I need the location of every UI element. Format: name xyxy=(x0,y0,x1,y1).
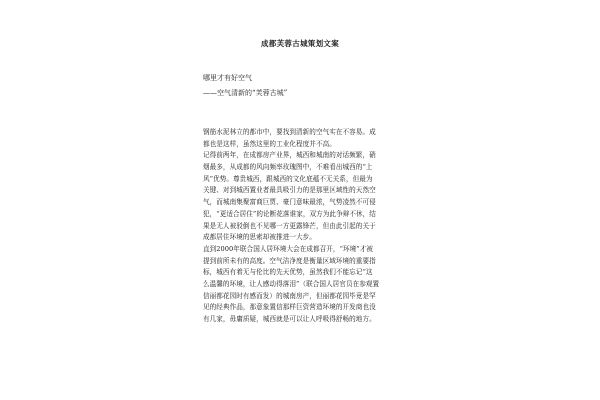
body-line: 成都居住环境的思索却被推进一大步。 xyxy=(203,233,316,242)
body-line: 直到2000年联合国人居环境大会在成都召开，“环境”才被 xyxy=(203,244,373,253)
body-line: 犯，“更适合居住”的论断花落谁家，双方为此争辩不休，结 xyxy=(203,209,376,218)
body-line: 果是无人被驳倒也不见哪一方更露锋芒，但由此引起的关于 xyxy=(203,221,376,230)
document-title: 成都芙蓉古城策划文案 xyxy=(261,39,339,48)
body-line: 标，城西有着无与伦比的先天优势，虽然我们不能忘记“这 xyxy=(203,268,373,277)
body-line: 气，而城南集聚富商巨贾、豪门意味最浓，气势凌然不可侵 xyxy=(203,198,376,207)
section-heading: 哪里才有好空气 xyxy=(203,74,252,82)
body-line: 么温馨的环境，让人感动得落泪”（联合国人居官员在参观置 xyxy=(203,279,380,288)
body-line: 记得前两年，在成都房产业界，城西和城南的对话频繁，硝 xyxy=(203,151,376,160)
body-line: 烟最多，从成都的风向频率玫瑰图中，不难看出城西的“上 xyxy=(203,163,373,172)
body-line: 信丽都花园时有感而发）的城南房产，但丽都花园毕竟是罕 xyxy=(203,291,376,300)
body-line: 风”优势。尊贵城西，跟城西的文化底蕴不无关系，但最为 xyxy=(203,174,373,183)
body-line: 提到前所未有的高度。空气洁净度是衡量区域环境的重要指 xyxy=(203,256,376,265)
body-line: 有几家，毋庸质疑，城西就是可以让人呼吸得舒畅的地方。 xyxy=(203,315,376,323)
body-text xyxy=(203,127,403,326)
body-line: 钢筋水泥林立的都市中，要找到清新的空气实在不容易。成 xyxy=(203,128,376,136)
section-subheading: ——空气清新的“芙蓉古城” xyxy=(203,89,288,97)
body-line: 关键、对到城西置业者最具吸引力的是那里区域性的天然空 xyxy=(203,186,376,195)
body-line: 都也是这样，虽然这里的工业化程度并不高。 xyxy=(203,139,336,148)
body-line: 见的经典作品，那意象置信那样巨资营造环境的开发商也没 xyxy=(203,303,376,312)
